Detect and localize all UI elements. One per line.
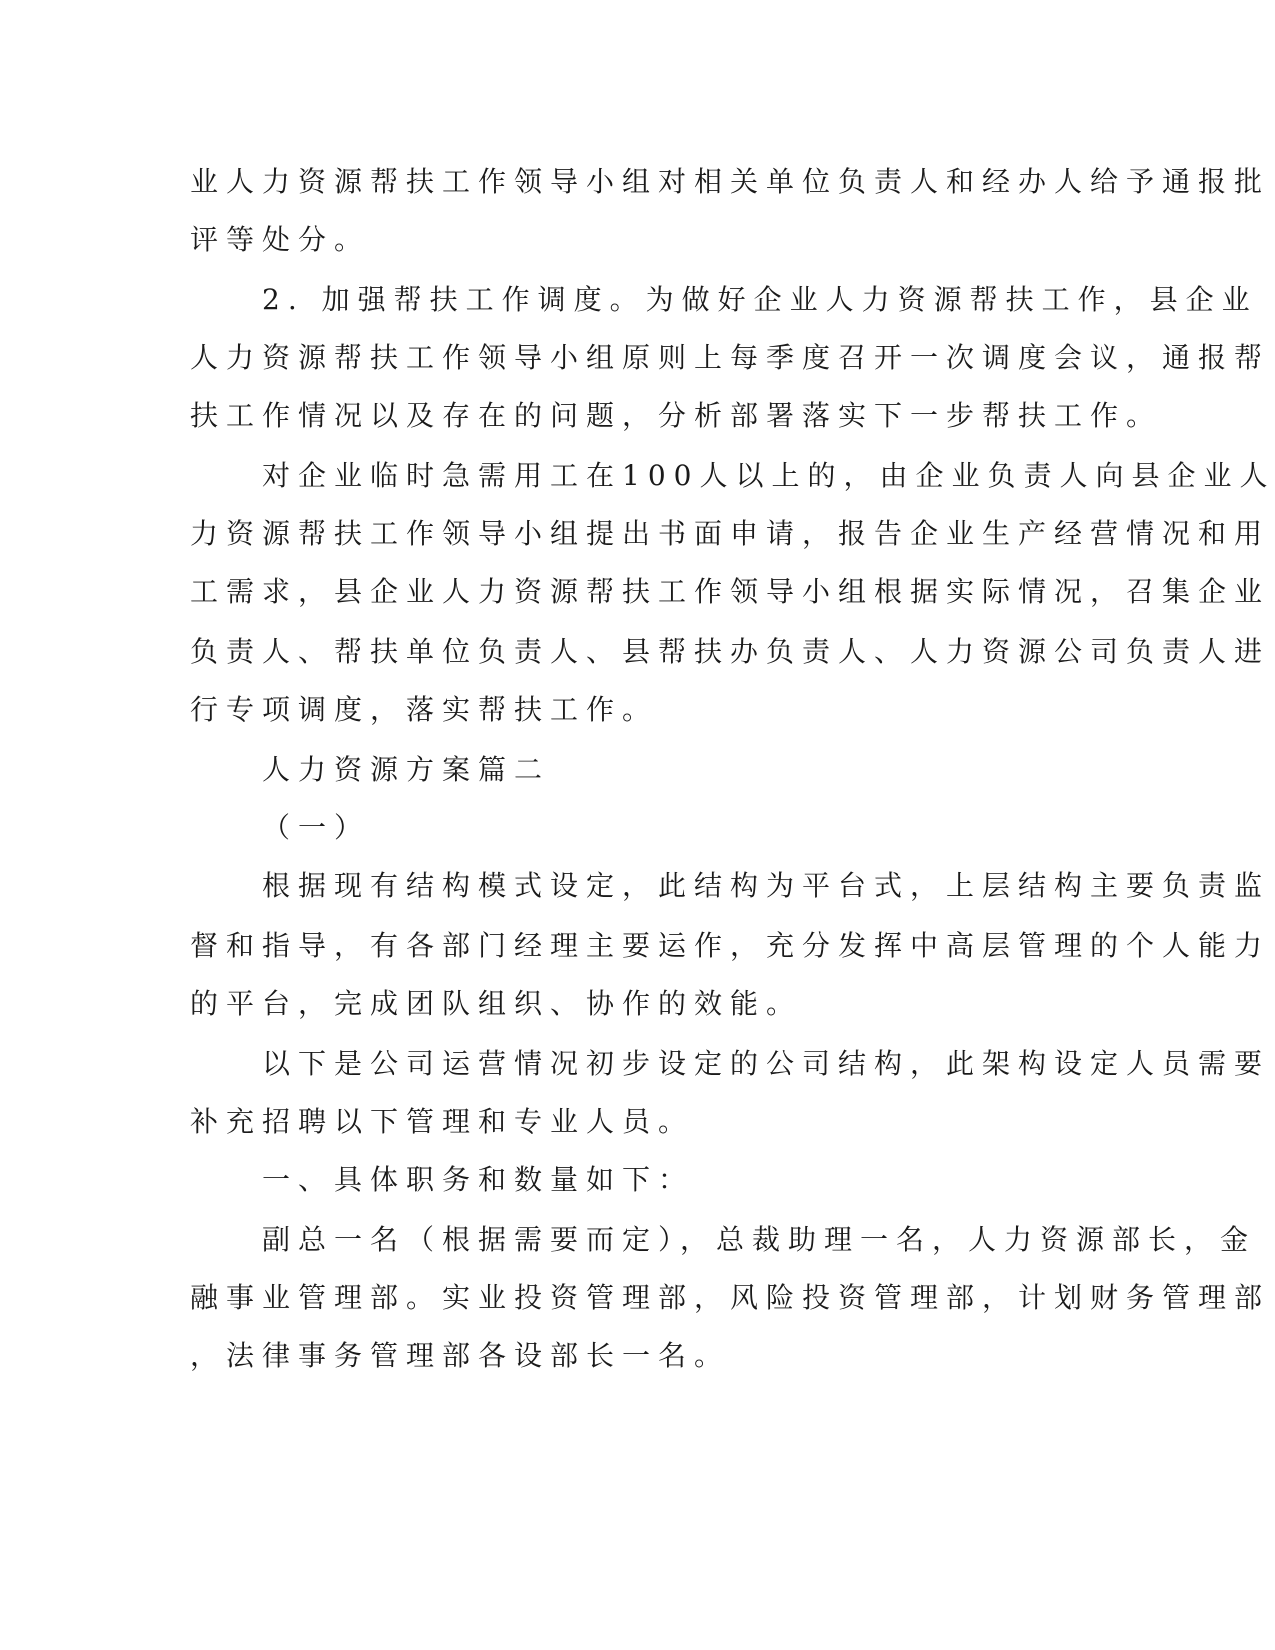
paragraph-line: 行专项调度，落实帮扶工作。 [190,693,659,726]
subsection-marker: （一） [262,811,371,844]
paragraph-line: 负责人、帮扶单位负责人、县帮扶办负责人、人力资源公司负责人进 [190,635,1271,668]
paragraph-line: 业人力资源帮扶工作领导小组对相关单位负责人和经办人给予通报批 [190,165,1271,198]
paragraph-line: 扶工作情况以及存在的问题，分析部署落实下一步帮扶工作。 [190,399,1163,432]
paragraph-line: 力资源帮扶工作领导小组提出书面申请，报告企业生产经营情况和用 [190,517,1271,550]
paragraph-line: 2. 加强帮扶工作调度。为做好企业人力资源帮扶工作，县企业 [262,283,1258,316]
paragraph-line: 的平台，完成团队组织、协作的效能。 [190,987,803,1020]
list-heading: 一、具体职务和数量如下： [262,1163,695,1196]
paragraph-line: 督和指导，有各部门经理主要运作，充分发挥中高层管理的个人能力 [190,929,1271,962]
paragraph-line: ，法律事务管理部各设部长一名。 [190,1339,731,1372]
paragraph-line: 人力资源帮扶工作领导小组原则上每季度召开一次调度会议，通报帮 [190,341,1271,374]
paragraph-line: 以下是公司运营情况初步设定的公司结构，此架构设定人员需要 [262,1047,1271,1080]
section-heading: 人力资源方案篇二 [262,753,551,786]
paragraph-line: 根据现有结构模式设定，此结构为平台式，上层结构主要负责监 [262,869,1271,902]
paragraph-line: 补充招聘以下管理和专业人员。 [190,1105,695,1138]
paragraph-line: 工需求，县企业人力资源帮扶工作领导小组根据实际情况，召集企业 [190,575,1271,608]
paragraph-line: 融事业管理部。实业投资管理部，风险投资管理部，计划财务管理部 [190,1281,1271,1314]
paragraph-line: 评等处分。 [190,223,371,256]
paragraph-line: 对企业临时急需用工在100人以上的，由企业负责人向县企业人 [262,459,1275,492]
paragraph-line: 副总一名（根据需要而定），总裁助理一名，人力资源部长，金 [262,1223,1257,1256]
